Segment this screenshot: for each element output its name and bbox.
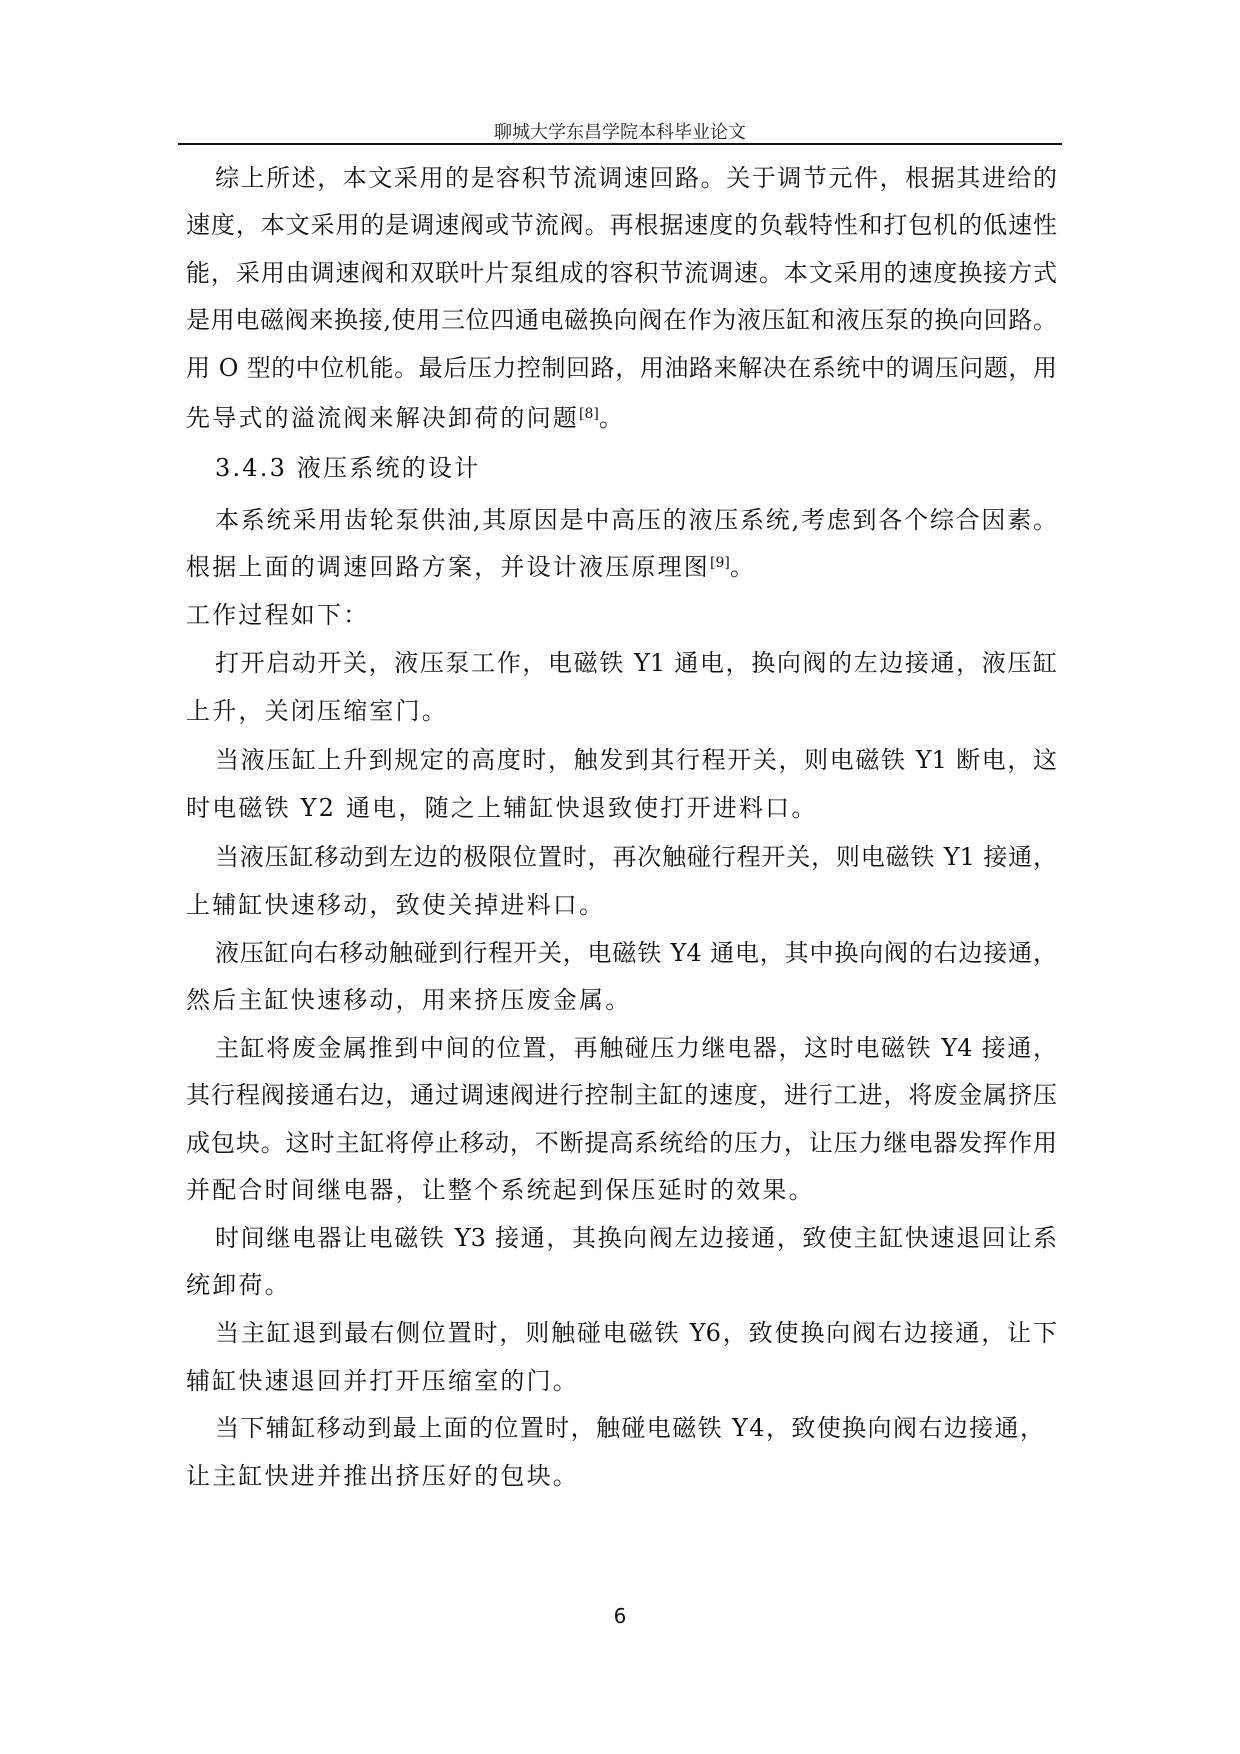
text-line: 当液压缸上升到规定的高度时，触发到其行程开关，则电磁铁 Y1 断电，这 bbox=[215, 746, 1057, 774]
text-line: 打开启动开关，液压泵工作，电磁铁 Y1 通电，换向阀的左边接通，液压缸 bbox=[215, 649, 1057, 677]
text-line: 是用电磁阀来换接,使用三位四通电磁换向阀在作为液压缸和液压泵的换向回路。 bbox=[186, 306, 1057, 334]
text-line: 统卸荷。 bbox=[186, 1271, 291, 1299]
text-span: 先导式的溢流阀来解决卸荷的问题 bbox=[186, 404, 579, 432]
running-header: 聊城大学东昌学院本科毕业论文 bbox=[494, 122, 746, 143]
text-line: 时间继电器让电磁铁 Y3 接通，其换向阀左边接通，致使主缸快速退回让系 bbox=[215, 1224, 1057, 1252]
text-line: 工作过程如下： bbox=[186, 601, 370, 629]
text-span: 。 bbox=[598, 404, 626, 432]
text-line: 速度，本文采用的是调速阀或节流阀。再根据速度的负载特性和打包机的低速性 bbox=[186, 211, 1057, 239]
text-line: 综上所述，本文采用的是容积节流调速回路。关于调节元件，根据其进给的 bbox=[215, 164, 1057, 192]
text-line bbox=[186, 403, 1057, 433]
citation: [9] bbox=[710, 555, 730, 571]
text-line bbox=[186, 552, 1057, 582]
text-line: 当主缸退到最右侧位置时，则触碰电磁铁 Y6，致使换向阀右边接通，让下 bbox=[215, 1319, 1057, 1347]
header-rule bbox=[178, 143, 1062, 145]
text-line: 液压缸向右移动触碰到行程开关，电磁铁 Y4 通电，其中换向阀的右边接通， bbox=[215, 939, 1057, 967]
text-line: 让主缸快进并推出挤压好的包块。 bbox=[186, 1462, 579, 1490]
text-line: 用 O 型的中位机能。最后压力控制回路，用油路来解决在系统中的调压问题，用 bbox=[186, 354, 1057, 382]
text-line: 其行程阀接通右边，通过调速阀进行控制主缸的速度，进行工进，将废金属挤压 bbox=[186, 1081, 1057, 1109]
section-heading: 3.4.3 液压系统的设计 bbox=[215, 454, 481, 482]
text-line: 当液压缸移动到左边的极限位置时，再次触碰行程开关，则电磁铁 Y1 接通， bbox=[215, 843, 1057, 871]
text-span: 。 bbox=[729, 553, 757, 581]
text-line: 然后主缸快速移动，用来挤压废金属。 bbox=[186, 986, 632, 1014]
text-line: 并配合时间继电器，让整个系统起到保压延时的效果。 bbox=[186, 1176, 815, 1204]
text-line: 上辅缸快速移动，致使关掉进料口。 bbox=[186, 891, 606, 919]
text-span: 根据上面的调速回路方案，并设计液压原理图 bbox=[186, 553, 710, 581]
text-line: 能，采用由调速阀和双联叶片泵组成的容积节流调速。本文采用的速度换接方式 bbox=[186, 259, 1057, 287]
citation: [8] bbox=[579, 406, 599, 422]
text-line: 成包块。这时主缸将停止移动，不断提高系统给的压力，让压力继电器发挥作用 bbox=[186, 1129, 1057, 1157]
text-line: 辅缸快速退回并打开压缩室的门。 bbox=[186, 1367, 579, 1395]
text-line: 本系统采用齿轮泵供油,其原因是中高压的液压系统,考虑到各个综合因素。 bbox=[215, 506, 1057, 534]
text-line: 上升，关闭压缩室门。 bbox=[186, 697, 448, 725]
text-line: 时电磁铁 Y2 通电，随之上辅缸快退致使打开进料口。 bbox=[186, 794, 818, 822]
text-line: 当下辅缸移动到最上面的位置时，触碰电磁铁 Y4，致使换向阀右边接通， bbox=[215, 1414, 1046, 1442]
text-line: 主缸将废金属推到中间的位置，再触碰压力继电器，这时电磁铁 Y4 接通， bbox=[215, 1034, 1057, 1062]
page-number: 6 bbox=[613, 1604, 627, 1628]
